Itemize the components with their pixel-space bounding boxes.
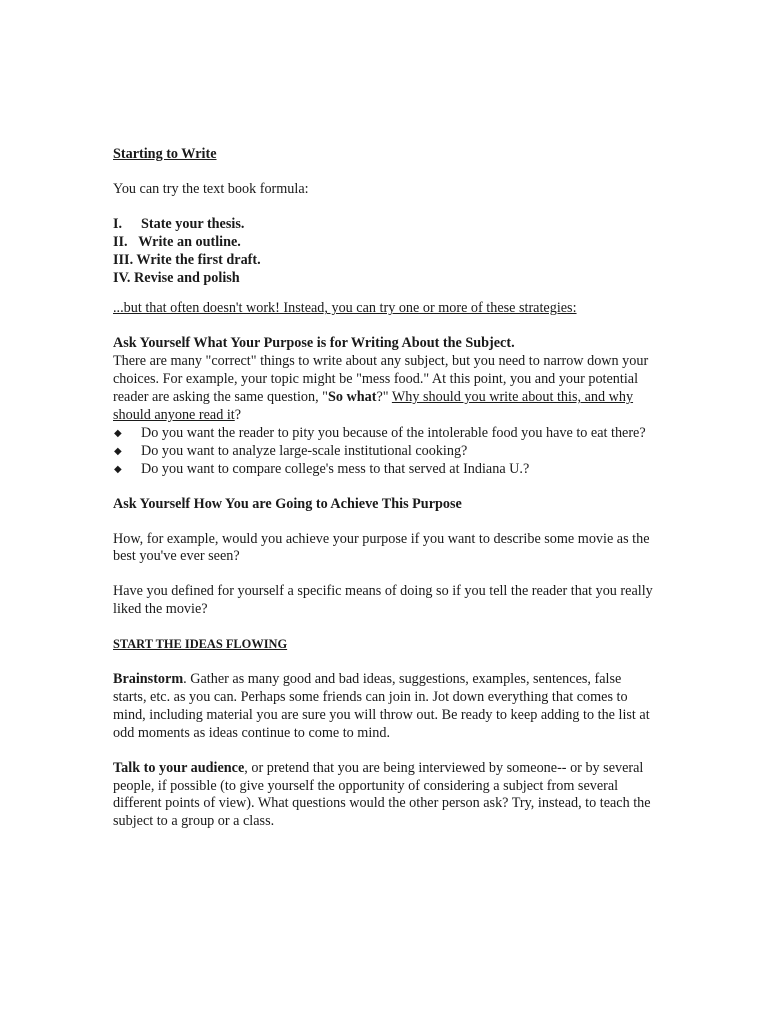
purpose-body (113, 353, 658, 425)
purpose-underlined: Why should you write about this, and why should anyone read it (113, 389, 634, 423)
outline-item (113, 234, 658, 252)
purpose-question-list (113, 425, 658, 479)
outline-number: III. (113, 251, 134, 268)
purpose-text: ? (234, 406, 242, 423)
list-item (113, 461, 658, 479)
outline-number: IV. (113, 269, 131, 286)
brainstorm-text: . Gather as many good and bad ideas, suggestions, examples, sentences, false starts, etc. as you can. Perhaps some friends can join in. Jot down everything that comes to mind, including material you are sure you will throw out. Be ready to keep adding to the list at odd moments as ideas continue to come to mind. (113, 671, 650, 741)
strategies-intro: ...but that often doesn't work! Instead, you can try one or more of these strategies: (113, 300, 577, 317)
outline-item (113, 270, 658, 288)
document-title: Starting to Write (113, 146, 217, 162)
diamond-bullet-icon: ◆ (114, 463, 122, 475)
outline-item (113, 216, 658, 234)
list-item-text: Do you want to analyze large-scale institutional cooking? (141, 442, 468, 459)
document-page (113, 146, 658, 831)
outline-text: Write the first draft. (136, 251, 261, 268)
list-item-text: Do you want to compare college's mess to that served at Indiana U.? (141, 460, 530, 477)
purpose-text: ?" (376, 389, 392, 406)
intro-text: You can try the text book formula: (113, 180, 309, 197)
list-item-text: Do you want the reader to pity you because of the intolerable food you have to eat there? (141, 424, 646, 441)
diamond-bullet-icon: ◆ (114, 445, 122, 457)
achieve-paragraph: How, for example, would you achieve your purpose if you want to describe some movie as the best you've ever seen? (113, 530, 650, 565)
so-what-emphasis: So what (327, 389, 377, 406)
outline-text: Write an outline. (138, 233, 241, 250)
purpose-text: There are many "correct" things to write about any subject, but you need to narrow down your choices. For example, your topic might be "mess food." At this point, you and your potential reader are asking the same question, " (113, 353, 649, 406)
outline-number: I. (113, 215, 123, 232)
purpose-heading: Ask Yourself What Your Purpose is for Writing About the Subject. (113, 335, 515, 352)
audience-paragraph (113, 760, 658, 832)
outline-number: II. (113, 233, 128, 250)
outline-item (113, 252, 658, 270)
list-item (113, 443, 658, 461)
audience-text: , or pretend that you are being interviewed by someone-- or by several people, if possible (to give yourself the opportunity of considering a subject from several different points of view). What questions would the other person ask? Try, instead, to teach the subject to a group or a class. (113, 759, 651, 830)
formula-outline (113, 216, 658, 288)
brainstorm-paragraph (113, 671, 658, 743)
outline-text: State your thesis. (141, 215, 245, 232)
diamond-bullet-icon: ◆ (114, 427, 122, 439)
outline-text: Revise and polish (134, 269, 240, 286)
achieve-paragraph: Have you defined for yourself a specific means of doing so if you tell the reader that you really liked the movie? (113, 583, 653, 618)
ideas-heading: START THE IDEAS FLOWING (113, 637, 288, 652)
audience-lead: Talk to your audience (113, 759, 245, 776)
achieve-heading: Ask Yourself How You are Going to Achieve This Purpose (113, 495, 462, 512)
brainstorm-lead: Brainstorm (113, 671, 184, 688)
list-item (113, 425, 658, 443)
